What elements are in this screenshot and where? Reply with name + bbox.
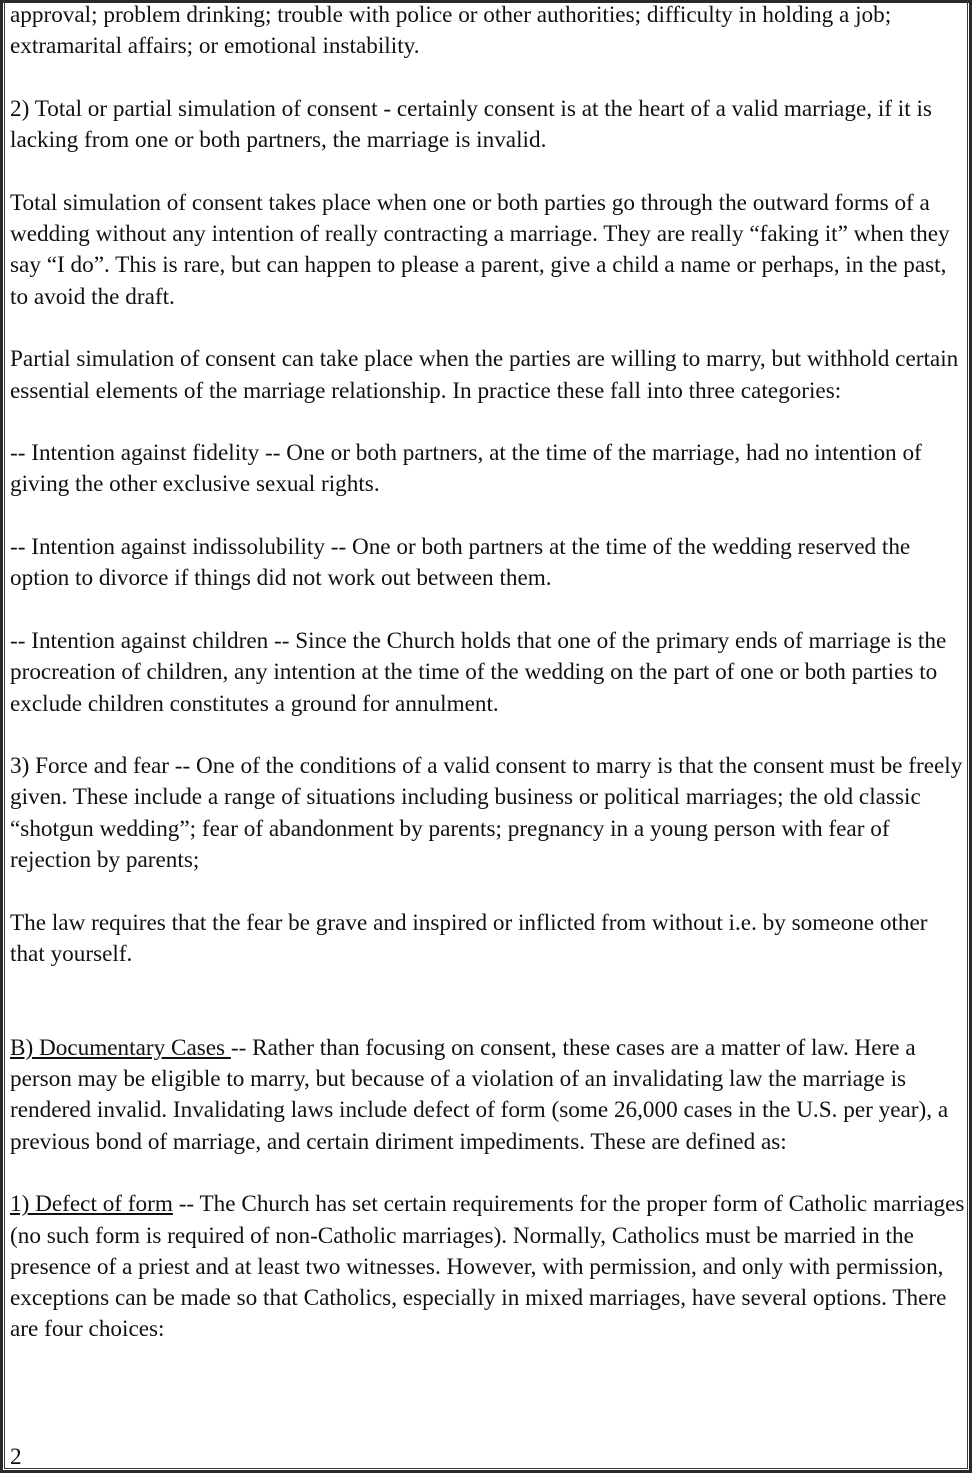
paragraph-against-indissolubility: -- Intention against indissolubility -- One or both partners at the time of the wedding reserved the option to divorce if things did not work out between them.: [10, 534, 911, 592]
paragraph-against-children: -- Intention against children -- Since the Church holds that one of the primary ends of marriage is the procreation of children, any intention at the time of the wedding on the part of one or both parties to exclude children constitutes a ground for annulment.: [10, 627, 947, 717]
paragraph-simulation-of-consent: 2) Total or partial simulation of consent - certainly consent is at the heart of a valid marriage, if it is lacking from one or both partners, the marriage is invalid.: [10, 95, 932, 154]
page-number: 2: [10, 1444, 22, 1470]
paragraph-documentary-cases: [10, 1033, 968, 1158]
paragraph-defect-of-form: [10, 1189, 968, 1345]
documentary-cases-heading: B) Documentary Cases: [10, 1034, 231, 1061]
document-body: [10, 0, 968, 1346]
paragraph-partial-simulation: Partial simulation of consent can take place when the parties are willing to marry, but withhold certain essential elements of the marriage relationship. In practice these fall into three categories:: [10, 346, 959, 404]
paragraph-continuation: approval; problem drinking; trouble with police or other authorities; difficulty in holding a job; extramarital affairs; or emotional instability.: [10, 2, 892, 60]
defect-of-form-text: -- The Church has set certain requirements for the proper form of Catholic marriages (no such form is required of non-Catholic marriages). Normally, Catholics must be married in the presence of a priest and at least two witnesses. However, with permission, and only with permission, exceptions can be made so that Catholics, especially in mixed marriages, have several options. There are four choices:: [10, 1191, 965, 1343]
paragraph-fear-law: The law requires that the fear be grave and inspired or inflicted from without i.e. by someone other that yourself.: [10, 909, 928, 967]
defect-of-form-heading: 1) Defect of form: [10, 1191, 173, 1218]
documentary-cases-text: -- Rather than focusing on consent, these cases are a matter of law. Here a person may be eligible to marry, but because of a violation of an invalidating law the marriage is rendered invalid. Invalidating laws include defect of form (some 26,000 cases in the U.S. per year), a previous bond of marriage, and certain diriment impediments. These are defined as:: [10, 1034, 949, 1155]
paragraph-total-simulation: Total simulation of consent takes place when one or both parties go through the outward forms of a wedding without any intention of really contracting a marriage. They are really “faking it” when they say “I do”. This is rare, but can happen to please a parent, give a child a name or perhaps, in the past, to avoid the draft.: [10, 189, 950, 310]
paragraph-force-and-fear: 3) Force and fear -- One of the conditions of a valid consent to marry is that the consent must be freely given. These include a range of situations including business or political marriages; the old classic “shotgun wedding”; fear of abandonment by parents; pregnancy in a young person with fear of rejection by parents;: [10, 753, 963, 874]
paragraph-against-fidelity: -- Intention against fidelity -- One or both partners, at the time of the marriage, had no intention of giving the other exclusive sexual rights.: [10, 440, 922, 498]
